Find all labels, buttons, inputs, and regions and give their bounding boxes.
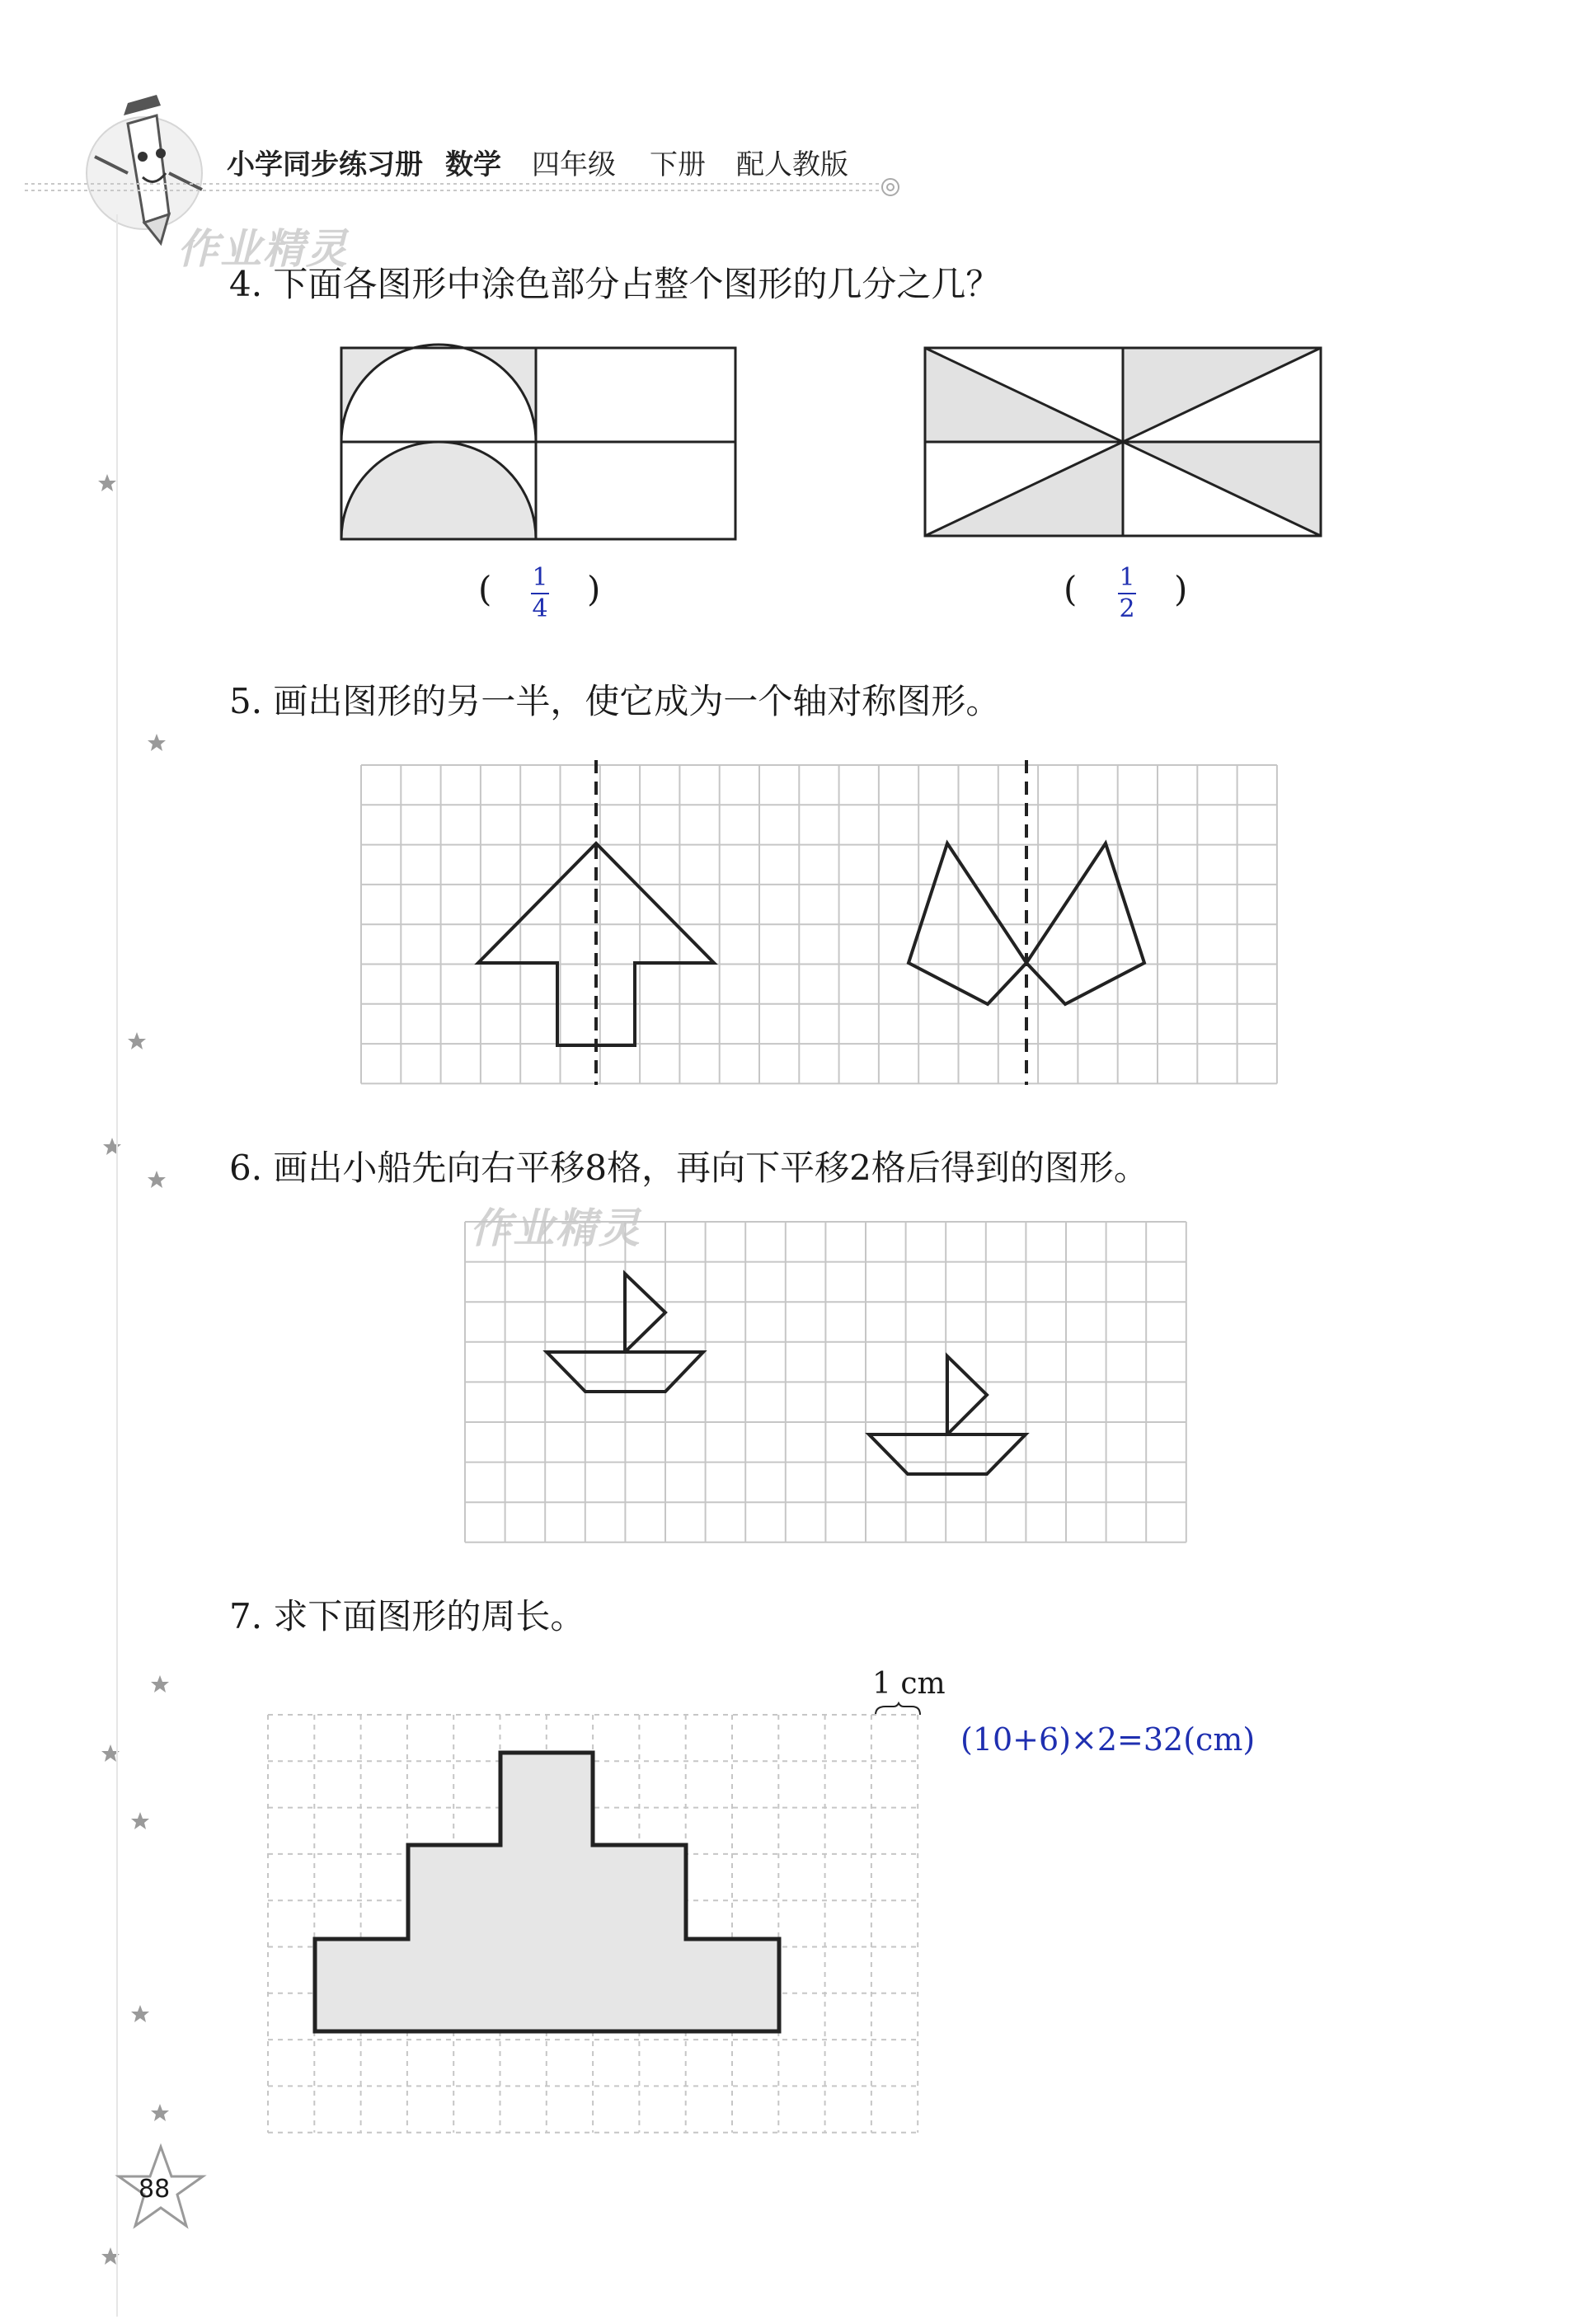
- star-icon: [98, 474, 116, 491]
- q4-figure-triangles: [922, 345, 1326, 551]
- question-5-text: 5. 画出图形的另一半，使它成为一个轴对称图形。: [229, 681, 1001, 721]
- star-icon: [148, 734, 166, 751]
- volume-label: 下册: [650, 148, 706, 181]
- book-title: 小学同步练习册: [227, 148, 423, 181]
- star-icon: [131, 2005, 149, 2022]
- q7-answer: (10+6)×2=32(cm): [960, 1721, 1256, 1758]
- fraction-denominator: 2: [1119, 594, 1135, 623]
- star-icon: [151, 2104, 169, 2121]
- margin-stars: [82, 0, 181, 2324]
- watermark-top: 作业精灵: [177, 225, 349, 273]
- fraction-denominator: 4: [532, 594, 548, 623]
- question-6-text: 6. 画出小船先向右平移8格，再向下平移2格后得到的图形。: [229, 1148, 1148, 1188]
- grade-label: 四年级: [532, 148, 616, 181]
- question-7-text: 7. 求下面图形的周长。: [229, 1596, 585, 1636]
- question-4-text: 4. 下面各图形中涂色部分占整个图形的几分之几？: [229, 264, 1001, 304]
- star-icon: [151, 1675, 169, 1693]
- q7-grid-figure: [262, 1705, 938, 2150]
- q6-grid-figure: [462, 1218, 1195, 1548]
- star-icon: [131, 1812, 149, 1829]
- subject-label: 数学: [445, 148, 501, 181]
- fraction-numerator: 1: [1119, 563, 1135, 592]
- edition-label: 配人教版: [736, 148, 848, 181]
- unit-label: 1 cm: [872, 1667, 946, 1701]
- star-icon: [103, 1138, 121, 1155]
- fraction-numerator: 1: [532, 563, 548, 592]
- star-icon: [128, 1032, 146, 1049]
- star-icon: [148, 1171, 166, 1188]
- q5-grid-figure: [358, 757, 1306, 1087]
- page-number: 88: [139, 2175, 171, 2204]
- watermark-middle: 作业精灵: [470, 1204, 641, 1252]
- q4-figure-semicircles: [338, 345, 742, 551]
